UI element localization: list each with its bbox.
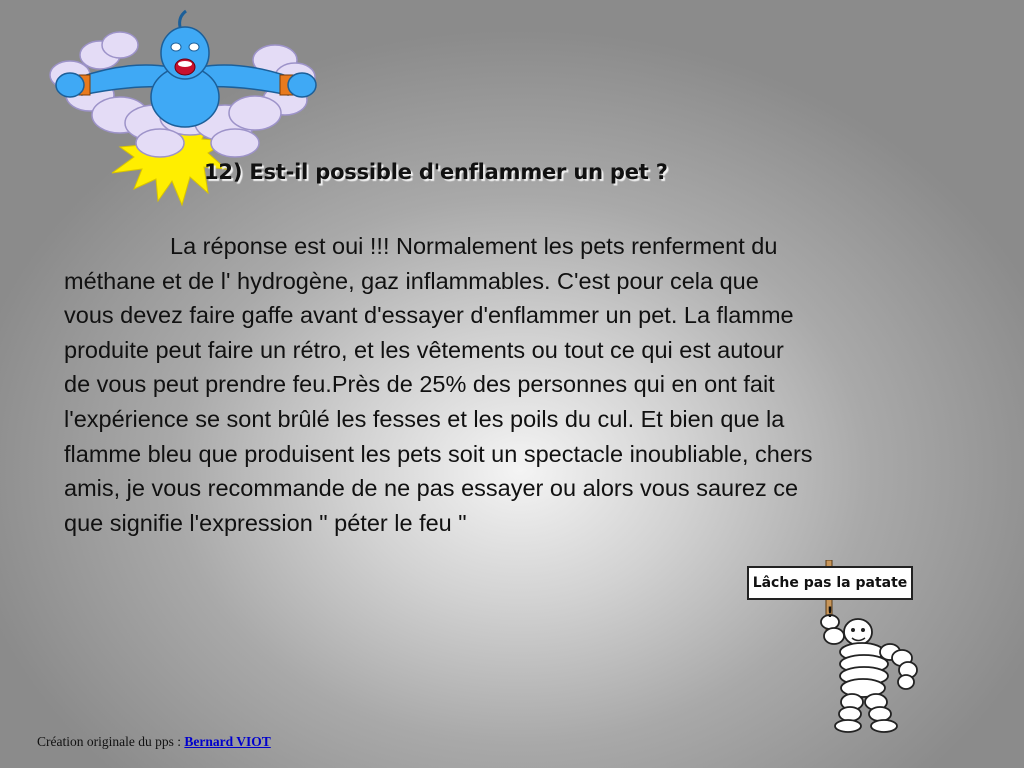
body-line: vous devez faire gaffe avant d'essayer d'enflammer un pet. La flamme: [64, 302, 794, 329]
body-line: de vous peut prendre feu.Près de 25% des personnes qui en ont fait: [64, 371, 775, 398]
body-line: flamme bleu que produisent les pets soit un spectacle inoubliable, chers: [64, 440, 813, 467]
body-line: amis, je vous recommande de ne pas essayer ou alors vous saurez ce: [64, 475, 799, 502]
body-paragraph: [64, 229, 976, 540]
body-line: l'expérience se sont brûlé les fesses et les poils du cul. Et bien que la: [64, 405, 785, 432]
body-line: La réponse est oui !!! Normalement les pets renferment du: [170, 233, 778, 259]
body-line: méthane et de l' hydrogène, gaz inflammables. C'est pour cela que: [64, 267, 759, 294]
sign-text: Lâche pas la patate !: [752, 575, 908, 621]
body-line: que signifie l'expression " péter le feu ": [64, 509, 467, 536]
credits-footer: [37, 734, 271, 750]
author-link[interactable]: Bernard VIOT: [184, 734, 271, 749]
slide-title: 12) Est-il possible d'enflammer un pet ?: [204, 160, 668, 184]
body-line: produite peut faire un rétro, et les vêtements ou tout ce qui est autour: [64, 336, 784, 363]
sign-board: [747, 566, 913, 621]
credits-label: Création originale du pps :: [37, 734, 185, 749]
